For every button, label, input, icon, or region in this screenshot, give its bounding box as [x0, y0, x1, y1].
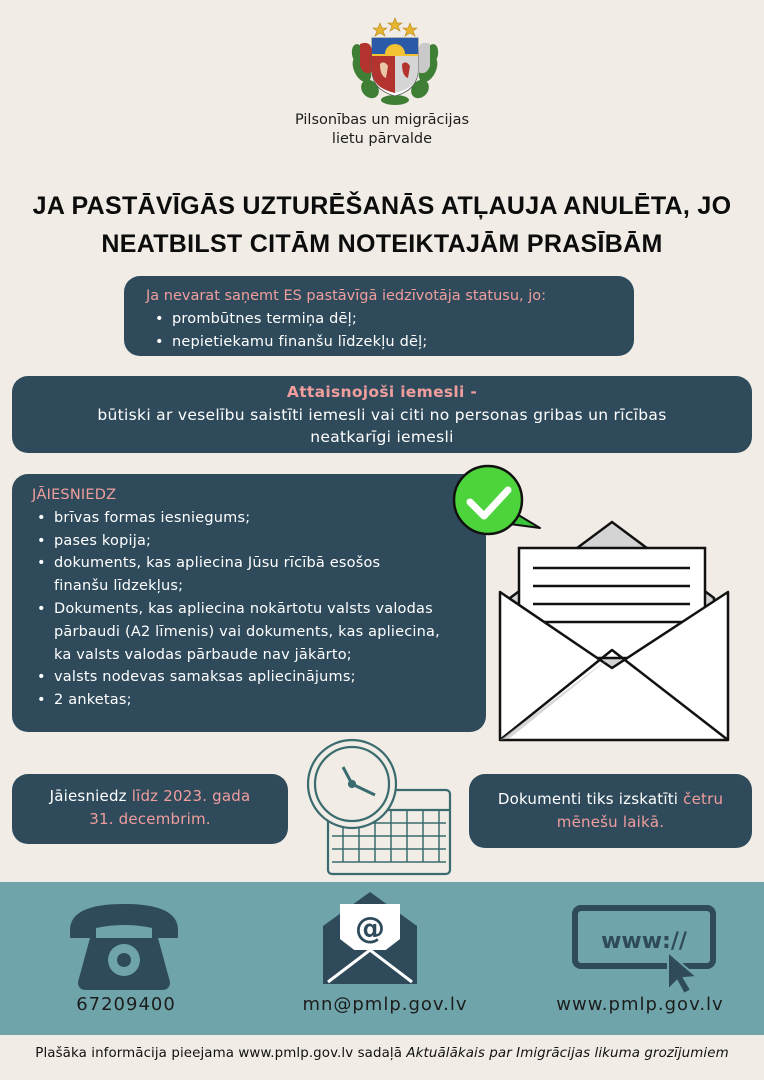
coat-of-arms-logo — [350, 14, 440, 109]
footer-note-link[interactable]: Aktuālākais par Imigrācijas likuma grozījumiem — [406, 1046, 729, 1061]
page-title-line1: JA PASTĀVĪGĀS UZTURĒŠANĀS ATĻAUJA ANULĒTA, JO — [32, 192, 732, 220]
website-link[interactable]: www.pmlp.gov.lv — [556, 994, 724, 1015]
deadline-date: līdz 2023. gada — [131, 787, 251, 805]
web-icon-text: www:// — [601, 929, 687, 954]
list-item — [32, 552, 486, 598]
envelope-letter-icon — [500, 522, 728, 740]
organization-name-line2: lietu pārvalde — [331, 131, 433, 147]
list-item: • prombūtnes termiņa dēļ; — [146, 308, 634, 331]
list-item: • nepietiekamu finanšu līdzekļu dēļ; — [146, 331, 634, 354]
clock-calendar-icon — [308, 740, 450, 874]
list-item-text: pārbaudi (A2 līmenis) vai dokuments, kas apliecina, — [54, 623, 440, 640]
list-item-text: • dokuments, kas apliecina Jūsu rīcībā esošos — [54, 555, 381, 572]
list-item — [32, 689, 486, 712]
list-item — [32, 666, 486, 689]
review-prefix: Dokumenti tiks izskatīti — [497, 790, 684, 808]
list-item — [32, 598, 486, 666]
footer-note-text: Plašāka informācija pieejama www.pmlp.gov.lv sadaļā — [35, 1046, 407, 1061]
email-address[interactable]: mn@pmlp.gov.lv — [302, 994, 468, 1015]
deadline-date-line2: 31. decembrim. — [89, 810, 211, 828]
justifying-reasons-heading: Attaisnojoši iemesli - — [286, 383, 478, 401]
list-item-text: ka valsts valodas pārbaude nav jākārto; — [54, 646, 352, 663]
list-item-text: • Dokuments, kas apliecina nokārtotu valsts valodas — [54, 600, 433, 617]
status-conditions-heading: Ja nevarat saņemt ES pastāvīgā iedzīvotāja statusu, jo: — [146, 288, 547, 304]
deadline-box — [12, 774, 288, 844]
phone-icon — [70, 904, 178, 990]
list-item-text: • 2 anketas; — [54, 692, 132, 709]
review-period: četru — [683, 790, 724, 808]
list-item-text: finanšu līdzekļus; — [54, 578, 184, 595]
list-item — [32, 530, 486, 553]
deadline-prefix: Jāiesniedz — [49, 787, 132, 805]
footer-note — [0, 1046, 764, 1061]
email-icon — [323, 892, 417, 984]
status-conditions-box — [124, 276, 634, 356]
justifying-reasons-text-line2: neatkarīgi iemesli — [310, 428, 454, 446]
list-item — [32, 507, 486, 530]
review-period-line2: mēnešu laikā. — [556, 813, 665, 831]
page-title-line2: NEATBILST CITĀM NOTEIKTAJĀM PRASĪBĀM — [101, 230, 663, 258]
review-period-box — [469, 774, 752, 848]
required-documents-heading: JĀIESNIEDZ — [32, 487, 117, 503]
phone-number[interactable]: 67209400 — [76, 994, 176, 1015]
justifying-reasons-box — [12, 376, 752, 453]
required-documents-box — [12, 474, 486, 732]
organization-name-line1: Pilsonības un migrācijas — [294, 112, 470, 128]
list-item-text: • brīvas formas iesniegums; — [54, 509, 251, 526]
list-item-text: • pases kopija; — [54, 532, 152, 549]
justifying-reasons-text-line1: būtiski ar veselību saistīti iemesli vai citi no personas gribas un rīcības — [97, 405, 667, 424]
svg-text:@: @ — [355, 911, 385, 946]
list-item-text: • valsts nodevas samaksas apliecinājums; — [54, 669, 356, 686]
web-icon — [575, 908, 713, 994]
